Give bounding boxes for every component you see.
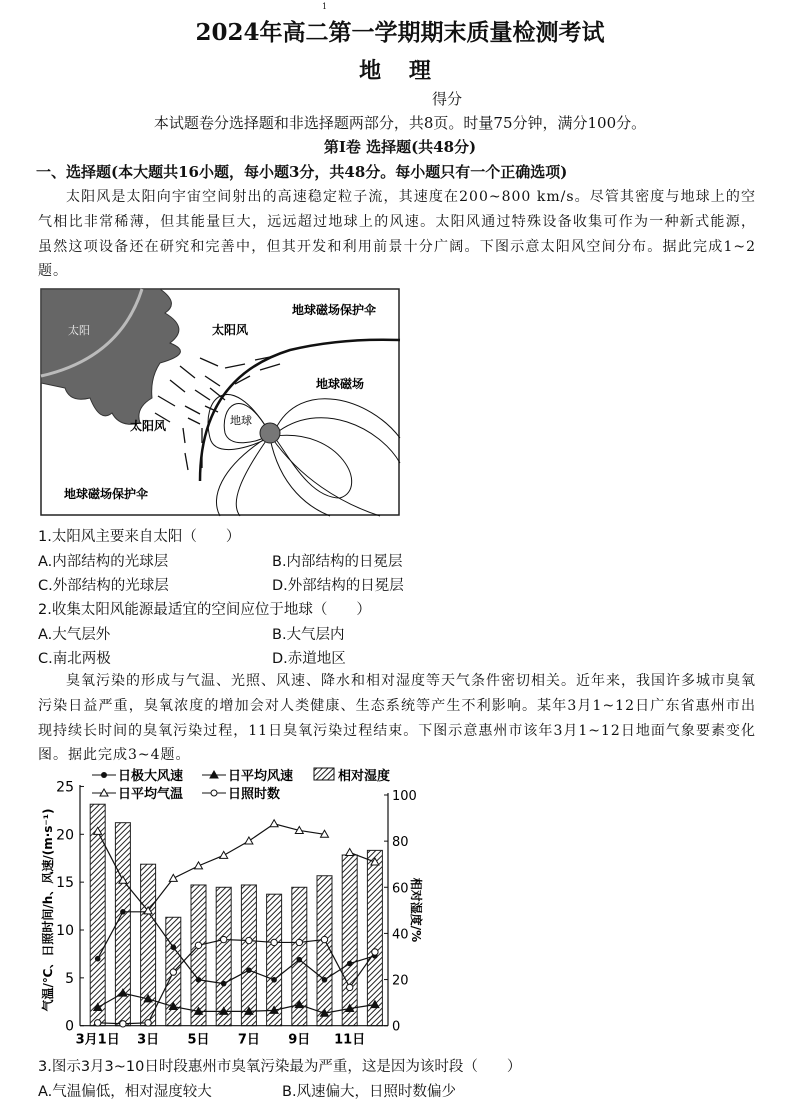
sunshine-point [170, 969, 176, 975]
q2-option-c[interactable]: C.南北两极 [38, 651, 111, 667]
sunshine-point [271, 939, 277, 945]
left-tick-label: 0 [65, 1018, 74, 1035]
exam-title: 2024年高二第一学期期末质量检测考试 [195, 19, 605, 46]
humidity-bar [90, 804, 105, 1025]
max-wind-point [196, 977, 202, 983]
max-wind-point [297, 957, 303, 963]
mean-temp-point [169, 874, 177, 881]
q1-option-a[interactable]: A.内部结构的光球层 [38, 554, 169, 570]
right-tick-label: 60 [392, 881, 409, 897]
right-tick-label: 20 [392, 973, 409, 989]
q2-option-d[interactable]: D.赤道地区 [272, 651, 346, 667]
humidity-bar [241, 885, 256, 1026]
x-tick-label: 11日 [334, 1032, 366, 1048]
sunshine-point [321, 936, 327, 942]
question-3: 3.图示3月3~10日时段惠州市臭氧污染最为严重，这是因为该时段（ ） [38, 1059, 522, 1075]
left-axis-label: 气温/℃、日照时间/h、风速/(m·s⁻¹) [41, 808, 55, 1012]
mean-temp-point [195, 862, 203, 869]
humidity-bar [216, 887, 231, 1025]
q1-option-c[interactable]: C.外部结构的光球层 [38, 578, 169, 594]
right-tick-label: 0 [392, 1019, 401, 1035]
max-wind-point [95, 956, 101, 962]
right-tick-label: 40 [392, 927, 409, 943]
q2-option-a[interactable]: A.大气层外 [38, 627, 111, 643]
legend-humidity-swatch [314, 768, 334, 780]
max-wind-point [171, 944, 177, 950]
sunshine-point [145, 1020, 151, 1026]
sunshine-point [95, 1020, 101, 1026]
legend-label: 日照时数 [228, 787, 281, 802]
subject-title: 地 理 [359, 58, 441, 84]
mean-temp-point [245, 837, 253, 844]
field-label: 地球磁场 [316, 377, 365, 391]
legend-label: 日极大风速 [118, 769, 184, 784]
x-tick-label: 7日 [237, 1032, 260, 1048]
question-1: 1.太阳风主要来自太阳（ ） [38, 529, 241, 545]
left-tick-label: 15 [56, 875, 74, 892]
left-tick-label: 20 [56, 827, 74, 844]
x-tick-label: 3日 [137, 1032, 160, 1048]
sunshine-point [246, 937, 252, 943]
x-tick-label: 9日 [288, 1032, 311, 1048]
left-tick-label: 5 [65, 970, 74, 987]
sunshine-point [120, 1021, 126, 1027]
humidity-bar [191, 885, 206, 1026]
wind-label-left: 太阳风 [130, 419, 167, 433]
max-wind-point [347, 961, 353, 967]
solar-wind-diagram [40, 288, 402, 518]
left-tick-label: 25 [56, 779, 74, 796]
q2-option-b[interactable]: B.大气层内 [272, 627, 345, 643]
sunshine-point [296, 939, 302, 945]
max-wind-line [98, 912, 375, 984]
legend-marker [211, 790, 217, 796]
right-axis-label: 相对湿度/% [409, 877, 423, 943]
umbrella-label-top: 地球磁场保护伞 [292, 303, 377, 317]
part-heading: 第Ⅰ卷 选择题(共48分) [323, 138, 477, 156]
passage-ozone: 臭氧污染的形成与气温、光照、风速、降水和相对湿度等天气条件密切相关。近年来，我国许多城市臭氧污染日益严重，臭氧浓度的增加会对人类健康、生态系统等产生不利影响。某年3月1~12日广东省惠州市出现持续长时间的臭氧污染过程，11日臭氧污染过程结束。下图示意惠州市该年3月1~12日地面气象要素变化图。据此完成3~4题。 [38, 673, 756, 764]
x-tick-label: 5日 [187, 1032, 210, 1048]
passage-solar-wind: 太阳风是太阳向宇宙空间射出的高速稳定粒子流，其速度在200~800 km/s。尽管其密度与地球上的空气相比非常稀薄，但其能量巨大，远远超过地球上的风速。太阳风通过特殊设备收集可作为一种新式能源，虽然这项设备还在研究和完善中，但其开发和利用前景十分广阔。下图示意太阳风空间分布。据此完成1~2题。 [38, 189, 756, 280]
legend-label: 相对湿度 [338, 769, 391, 784]
humidity-bar [342, 855, 357, 1026]
q1-option-b[interactable]: B.内部结构的日冕层 [272, 554, 403, 570]
score-label: 得分 [432, 90, 463, 108]
legend-label: 日平均气温 [118, 787, 184, 802]
sunshine-point [347, 984, 353, 990]
sunshine-point [221, 936, 227, 942]
page-mark: 1 [322, 2, 328, 11]
mean-temp-point [346, 848, 354, 855]
earth-icon [260, 423, 280, 443]
right-tick-label: 80 [392, 835, 409, 851]
right-tick-label: 100 [392, 789, 417, 804]
sun-label: 太阳 [68, 324, 90, 337]
max-wind-point [246, 967, 252, 973]
mean-temp-point [270, 820, 278, 827]
left-tick-label: 10 [56, 923, 74, 939]
max-wind-point [120, 909, 126, 915]
wind-label-top: 太阳风 [212, 323, 249, 337]
max-wind-point [271, 977, 277, 983]
weather-chart [30, 760, 430, 1050]
mean-wind-line [98, 993, 375, 1013]
legend-marker [101, 772, 107, 778]
sunshine-point [195, 942, 201, 948]
x-tick-label: 3月1日 [75, 1032, 120, 1048]
max-wind-point [221, 981, 227, 987]
sunshine-point [372, 949, 378, 955]
legend-label: 日平均风速 [228, 769, 294, 784]
mean-temp-point [220, 851, 228, 858]
umbrella-label-bottom: 地球磁场保护伞 [64, 487, 149, 501]
q1-option-d[interactable]: D.外部结构的日冕层 [272, 578, 404, 594]
exam-info: 本试题卷分选择题和非选择题两部分，共8页。时量75分钟，满分100分。 [153, 114, 647, 132]
humidity-bar [367, 850, 382, 1025]
max-wind-point [322, 977, 328, 983]
section-heading: 一、选择题(本大题共16小题，每小题3分，共48分。每小题只有一个正确选项) [36, 163, 568, 181]
q3-option-a[interactable]: A.气温偏低，相对湿度较大 [38, 1084, 212, 1100]
mean-temp-line [98, 824, 375, 911]
earth-label: 地球 [230, 414, 252, 427]
q3-option-b[interactable]: B.风速偏大，日照时数偏少 [282, 1084, 457, 1100]
question-2: 2.收集太阳风能源最适宜的空间应位于地球（ ） [38, 602, 371, 618]
